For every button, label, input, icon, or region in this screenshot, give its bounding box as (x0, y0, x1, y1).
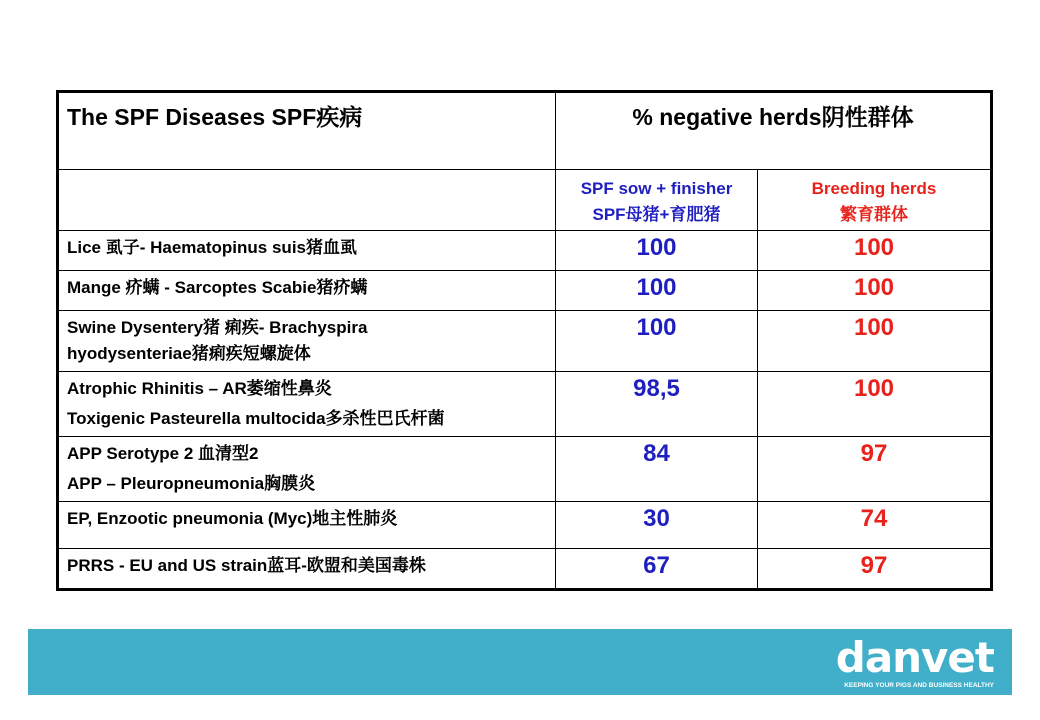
negative-herds-header (556, 92, 992, 170)
breeding-value-cell (758, 502, 992, 549)
disease-name: Mange 疥螨 - Sarcoptes Scabie猪疥螨 (67, 278, 368, 297)
breeding-subheader-line2: 繁育群体 (840, 205, 908, 224)
spf-value: 84 (643, 440, 670, 467)
table-subheader-row (58, 170, 992, 231)
spf-value: 98,5 (633, 375, 680, 402)
breeding-value: 100 (853, 314, 895, 341)
spf-value-cell (556, 311, 758, 372)
negative-herds-header-text: % negative herds阴性群体 (632, 104, 914, 130)
spf-value: 100 (636, 314, 677, 341)
spf-subheader-text (556, 170, 757, 230)
disease-cell (58, 502, 556, 549)
breeding-value: 100 (853, 274, 895, 301)
table-row (58, 311, 992, 372)
spf-subheader-line2: SPF母猪+育肥猪 (592, 205, 721, 224)
spf-value-cell (556, 502, 758, 549)
spf-value: 100 (636, 274, 677, 301)
logo-tagline: KEEPING YOUR PIGS AND BUSINESS HEALTHY (844, 682, 994, 689)
disease-name: Atrophic Rhinitis – AR萎缩性鼻炎 (67, 379, 332, 398)
breeding-value: 100 (853, 234, 895, 261)
breeding-value-cell (758, 437, 992, 502)
disease-name-line2: hyodysenteriae猪痢疾短螺旋体 (67, 344, 311, 363)
table-row (58, 549, 992, 590)
spf-value: 67 (643, 552, 670, 579)
table-row (58, 372, 992, 437)
breeding-subheader-line1: Breeding herds (811, 179, 937, 198)
disease-name: Swine Dysentery猪 痢疾- Brachyspira (67, 318, 368, 337)
disease-cell (58, 271, 556, 311)
table-row (58, 437, 992, 502)
breeding-value-cell (758, 231, 992, 271)
breeding-value-cell (758, 372, 992, 437)
spf-subheader (556, 170, 758, 231)
disease-cell (58, 372, 556, 437)
diseases-header-text: The SPF Diseases SPF疾病 (67, 104, 363, 130)
breeding-value-cell (758, 271, 992, 311)
disease-cell (58, 437, 556, 502)
breeding-subheader-text (758, 170, 990, 230)
disease-cell (58, 311, 556, 372)
danvet-logo (824, 633, 994, 689)
breeding-value: 74 (860, 505, 888, 532)
breeding-subheader (758, 170, 992, 231)
disease-cell (58, 231, 556, 271)
disease-name: APP Serotype 2 血清型2 (67, 444, 259, 463)
table-row (58, 502, 992, 549)
disease-table (56, 90, 993, 591)
disease-name-line2: Toxigenic Pasteurella multocida多杀性巴氏杆菌 (67, 409, 445, 428)
breeding-value: 100 (853, 375, 895, 402)
spf-value-cell (556, 231, 758, 271)
spf-value-cell (556, 549, 758, 590)
disease-name: Lice 虱子- Haematopinus suis猪血虱 (67, 238, 357, 257)
disease-name: EP, Enzootic pneumonia (Myc)地主性肺炎 (67, 509, 398, 528)
logo-wordmark: danvet (835, 633, 994, 682)
disease-name-line2: APP – Pleuropneumonia胸膜炎 (67, 474, 316, 493)
spf-value: 100 (636, 234, 677, 261)
breeding-value-cell (758, 549, 992, 590)
footer-bar (28, 629, 1012, 695)
spf-diseases-table (56, 90, 990, 588)
table-row (58, 271, 992, 311)
table-header-row (58, 92, 992, 170)
breeding-value-cell (758, 311, 992, 372)
breeding-value: 97 (860, 552, 888, 579)
table-row (58, 231, 992, 271)
spf-value-cell (556, 372, 758, 437)
empty-subheader-cell (58, 170, 556, 231)
spf-value: 30 (643, 505, 670, 532)
breeding-value: 97 (860, 440, 888, 467)
disease-cell (58, 549, 556, 590)
spf-value-cell (556, 271, 758, 311)
disease-name: PRRS - EU and US strain蓝耳-欧盟和美国毒株 (67, 556, 426, 575)
diseases-header (58, 92, 556, 170)
spf-value-cell (556, 437, 758, 502)
spf-subheader-line1: SPF sow + finisher (580, 179, 733, 198)
